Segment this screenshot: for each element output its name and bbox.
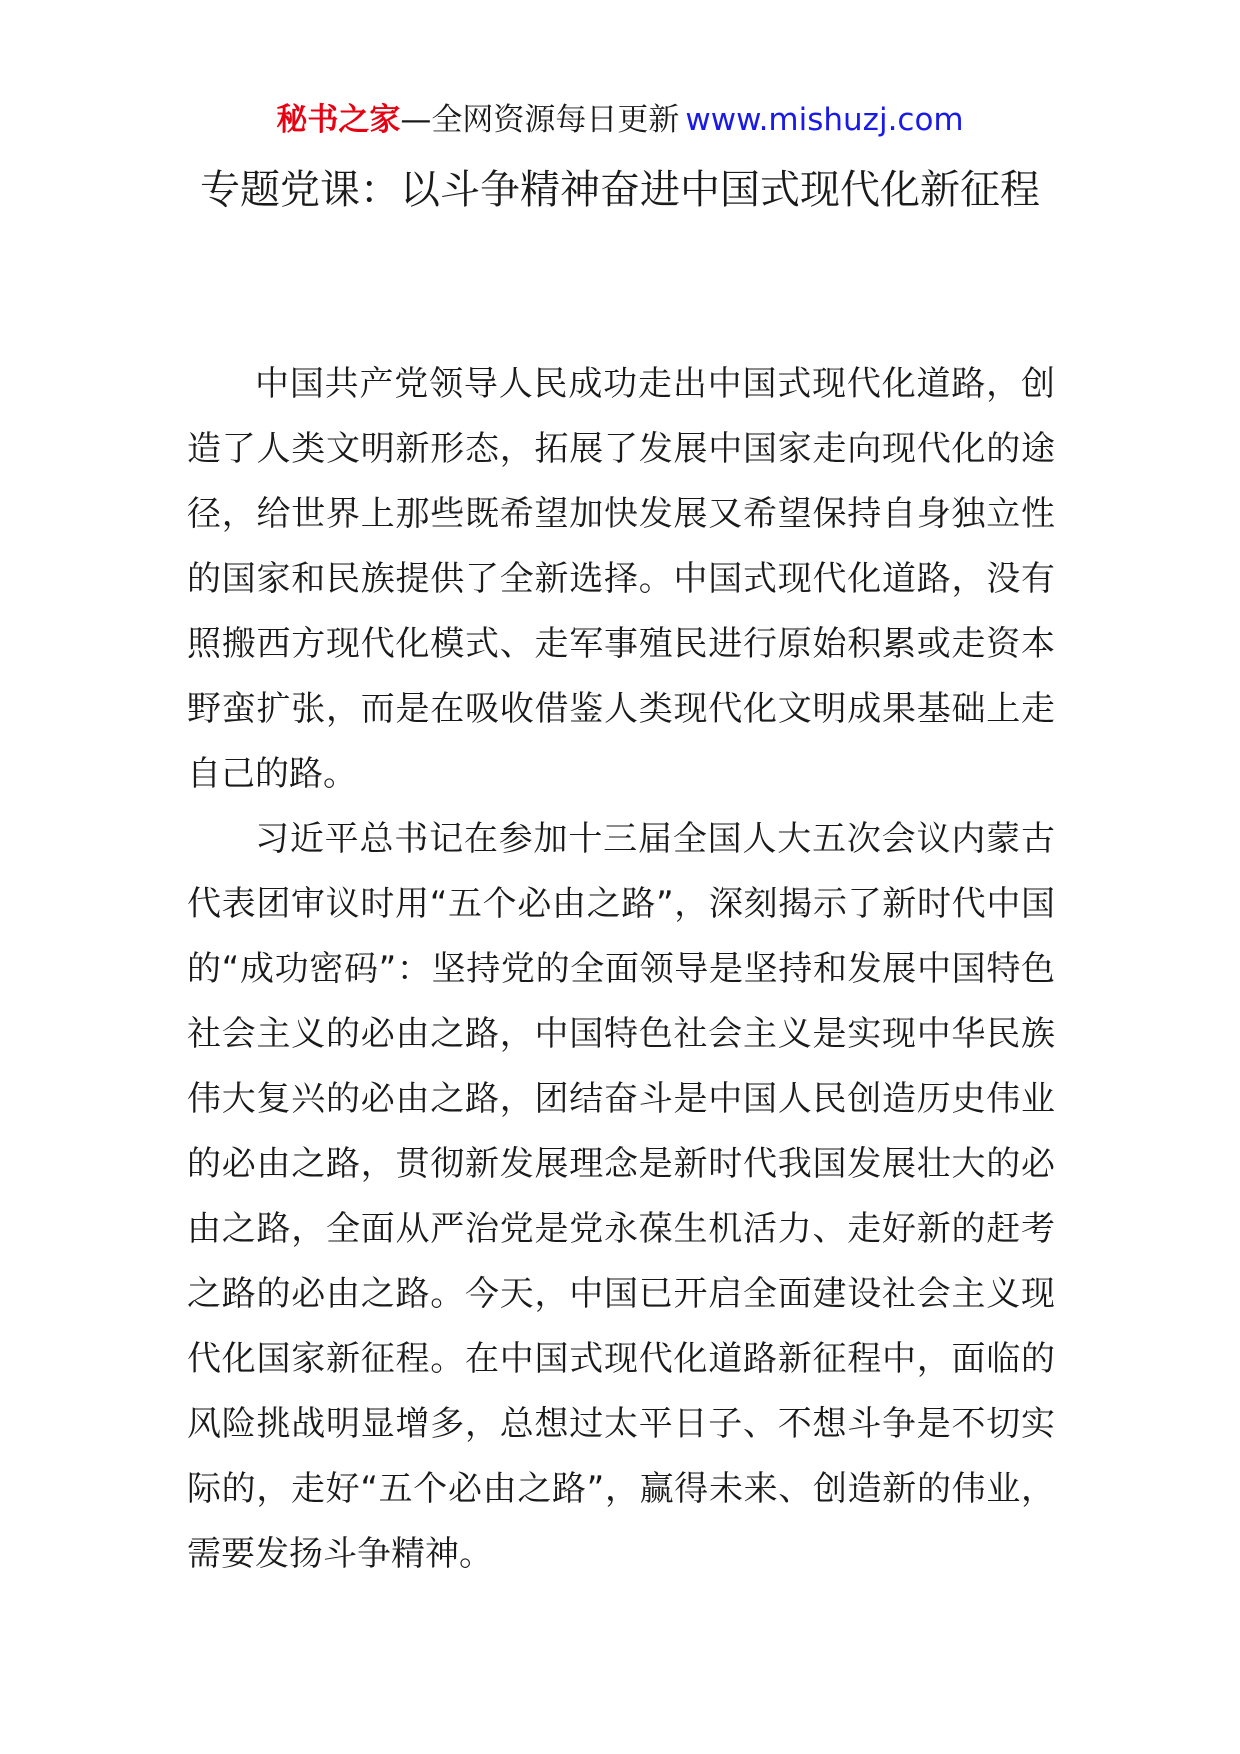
body-paragraph-1: 中国共产党领导人民成功走出中国式现代化道路，创造了人类文明新形态，拓展了发展中国家走向现代化的途径，给世界上那些既希望加快发展又希望保持自身独立性的国家和民族提供了全新选择。中国式现代化道路，没有照搬西方现代化模式、走军事殖民进行原始积累或走资本野蛮扩张，而是在吸收借鉴人类现代化文明成果基础上走自己的路。 [187, 364, 1055, 794]
body-paragraph-2: 习近平总书记在参加十三届全国人大五次会议内蒙古代表团审议时用“五个必由之路”，深刻揭示了新时代中国的“成功密码”：坚持党的全面领导是坚持和发展中国特色社会主义的必由之路，中国特色社会主义是实现中华民族伟大复兴的必由之路，团结奋斗是中国人民创造历史伟业的必由之路，贯彻新发展理念是新时代我国发展壮大的必由之路，全面从严治党是党永葆生机活力、走好新的赶考之路的必由之路。今天，中国已开启全面建设社会主义现代化国家新征程。在中国式现代化道路新征程中，面临的风险挑战明显增多，总想过太平日子、不想斗争是不切实际的，走好“五个必由之路”，赢得未来、创造新的伟业，需要发扬斗争精神。 [187, 819, 1055, 1574]
site-url-link[interactable]: www.mishuzj.com [685, 102, 964, 138]
brand-name: 秘书之家 [276, 102, 401, 138]
site-slogan: —全网资源每日更新 [400, 102, 680, 138]
site-header [0, 98, 1240, 142]
document-title: 专题党课：以斗争精神奋进中国式现代化新征程 [200, 167, 1040, 213]
document-body [187, 352, 1055, 1587]
